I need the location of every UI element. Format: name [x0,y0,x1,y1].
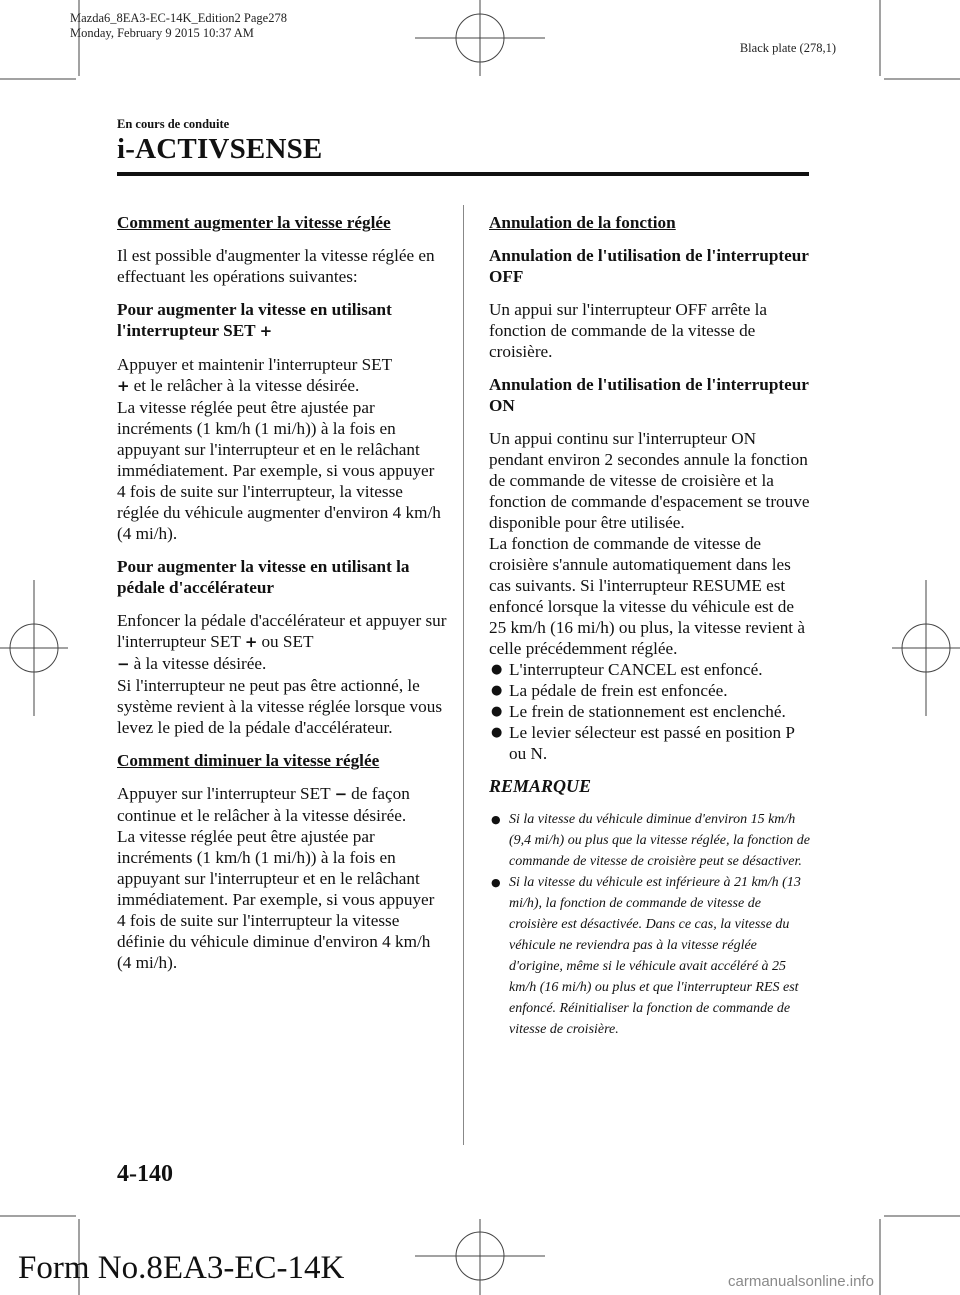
list-item [489,722,811,764]
text-or-set: ou SET [261,632,314,651]
paragraph-set-plus-hold [117,354,447,397]
heading-increase-speed: Comment augmenter la vitesse réglée [117,213,391,232]
heading-cancel-function: Annulation de la fonction [489,213,676,232]
bullet-icon: ● [491,662,503,677]
paragraph-accelerator-fallback: Si l'interrupteur ne peut pas être actionné, le système revient à la vitesse réglée lorsque vous levez le pied de la pédale d'accélérateur. [117,676,443,737]
list-item [489,680,811,701]
text-press-accelerator: Enfoncer la pédale d'accélérateur et appuyer sur l'interrupteur SET [117,611,447,651]
section-label: En cours de conduite [117,117,230,131]
section-title: i-ACTIVSENSE [117,133,323,165]
auto-cancel-list [489,659,811,764]
page-number: 4-140 [117,1161,173,1187]
text-hold-set: Appuyer et maintenir l'interrupteur SET [117,355,393,374]
form-number: Form No.8EA3-EC-14K [18,1250,345,1286]
right-column [489,212,811,1040]
paragraph-off-switch: Un appui sur l'interrupteur OFF arrête la fonction de commande de la vitesse de croisière. [489,300,768,361]
note-title: REMARQUE [489,776,592,796]
black-plate-label: Black plate (278,1) [739,41,836,55]
note-list [489,809,811,1040]
list-item-text: Le levier sélecteur est passé en position P ou N. [509,723,795,763]
list-item-text: L'interrupteur CANCEL est enfoncé. [509,660,763,679]
paragraph-set-plus-increments: La vitesse réglée peut être ajustée par incréments (1 km/h (1 mi/h)) à la fois en appuyant sur l'interrupteur et en le relâchant immédiatement. Par exemple, si vous appuyer 4 fois de suite sur l'interrupteur, la vitesse réglée du véhicule augmenter d'environ 4 km/h (4 mi/h). [117,398,441,543]
heading-decrease-speed: Comment diminuer la vitesse réglée [117,751,380,770]
bullet-icon: ● [491,704,503,719]
list-item-text: Le frein de stationnement est enclenché. [509,702,786,721]
plus-symbol-icon: + [244,633,258,651]
left-column [117,212,447,985]
note-item-text: Si la vitesse du véhicule est inférieure à 21 km/h (13 mi/h), la fonction de commande de vitesse de croisière est désactivée. Dans ce cas, la vitesse du véhicule ne reviendra pas à la vitesse réglée d'origine, même si le véhicule avait accéléré à 25 km/h (16 mi/h) ou plus et que l'interrupteur RES est enfoncé. Réinitialiser la fonction de commande de vitesse de croisière. [509,875,801,1037]
heading-accelerator: Pour augmenter la vitesse en utilisant la pédale d'accélérateur [117,557,410,597]
minus-symbol-icon: − [334,785,348,803]
text-release: et le relâcher à la vitesse désirée. [133,376,360,395]
heading-on-switch: Annulation de l'utilisation de l'interrupteur ON [489,375,809,415]
paragraph-decrease-increments: La vitesse réglée peut être ajustée par incréments (1 km/h (1 mi/h)) à la fois en appuyant sur l'interrupteur et en le relâchant immédiatement. Par exemple, si vous appuyer 4 fois de suite sur l'interrupteur la vitesse définie du véhicule diminue d'environ 4 km/h (4 mi/h). [117,827,435,972]
list-item [489,659,811,680]
bullet-icon: ● [491,876,501,889]
plus-symbol-icon: + [259,322,273,340]
text-desired-speed: à la vitesse désirée. [133,654,267,673]
list-item [489,701,811,722]
heading-set-plus [117,299,447,342]
bullet-icon: ● [491,683,503,698]
print-file-info: Mazda6_8EA3-EC-14K_Edition2 Page278 [70,11,287,25]
bullet-icon: ● [491,725,503,740]
note-item [489,872,811,1040]
bullet-icon: ● [491,813,501,826]
column-divider [463,205,464,1145]
paragraph-on-switch: Un appui continu sur l'interrupteur ON pendant environ 2 secondes annule la fonction de commande de vitesse de croisière et la fonction de commande d'espacement se trouve disponible pour être utilisée. [489,429,810,532]
watermark: carmanualsonline.info [728,1273,874,1290]
paragraph-accelerator-press [117,610,447,675]
minus-symbol-icon: − [117,655,130,673]
heading-off-switch: Annulation de l'utilisation de l'interrupteur OFF [489,246,809,286]
paragraph-increase-intro: Il est possible d'augmenter la vitesse réglée en effectuant les opérations suivantes: [117,246,435,286]
heading-set-plus-text: Pour augmenter la vitesse en utilisant l'interrupteur SET [117,300,392,340]
note-item [489,809,811,872]
text-press-set: Appuyer sur l'interrupteur SET [117,784,331,803]
title-rule [117,172,809,176]
text-continuously: de façon continue et le relâcher à la vitesse désirée. [117,784,410,825]
print-timestamp: Monday, February 9 2015 10:37 AM [70,26,254,40]
note-item-text: Si la vitesse du véhicule diminue d'environ 15 km/h (9,4 mi/h) ou plus que la vitesse réglée, la fonction de commande de vitesse de croisière peut se désactiver. [509,812,810,869]
paragraph-auto-cancel: La fonction de commande de vitesse de croisière s'annule automatiquement dans les cas suivants. Si l'interrupteur RESUME est enfoncé lorsque la vitesse du véhicule est de 25 km/h (16 mi/h) ou plus, la vitesse revient à celle précédemment réglée. [489,534,806,658]
list-item-text: La pédale de frein est enfoncée. [509,681,728,700]
plus-symbol-icon: + [117,377,130,395]
paragraph-decrease-press [117,783,447,826]
